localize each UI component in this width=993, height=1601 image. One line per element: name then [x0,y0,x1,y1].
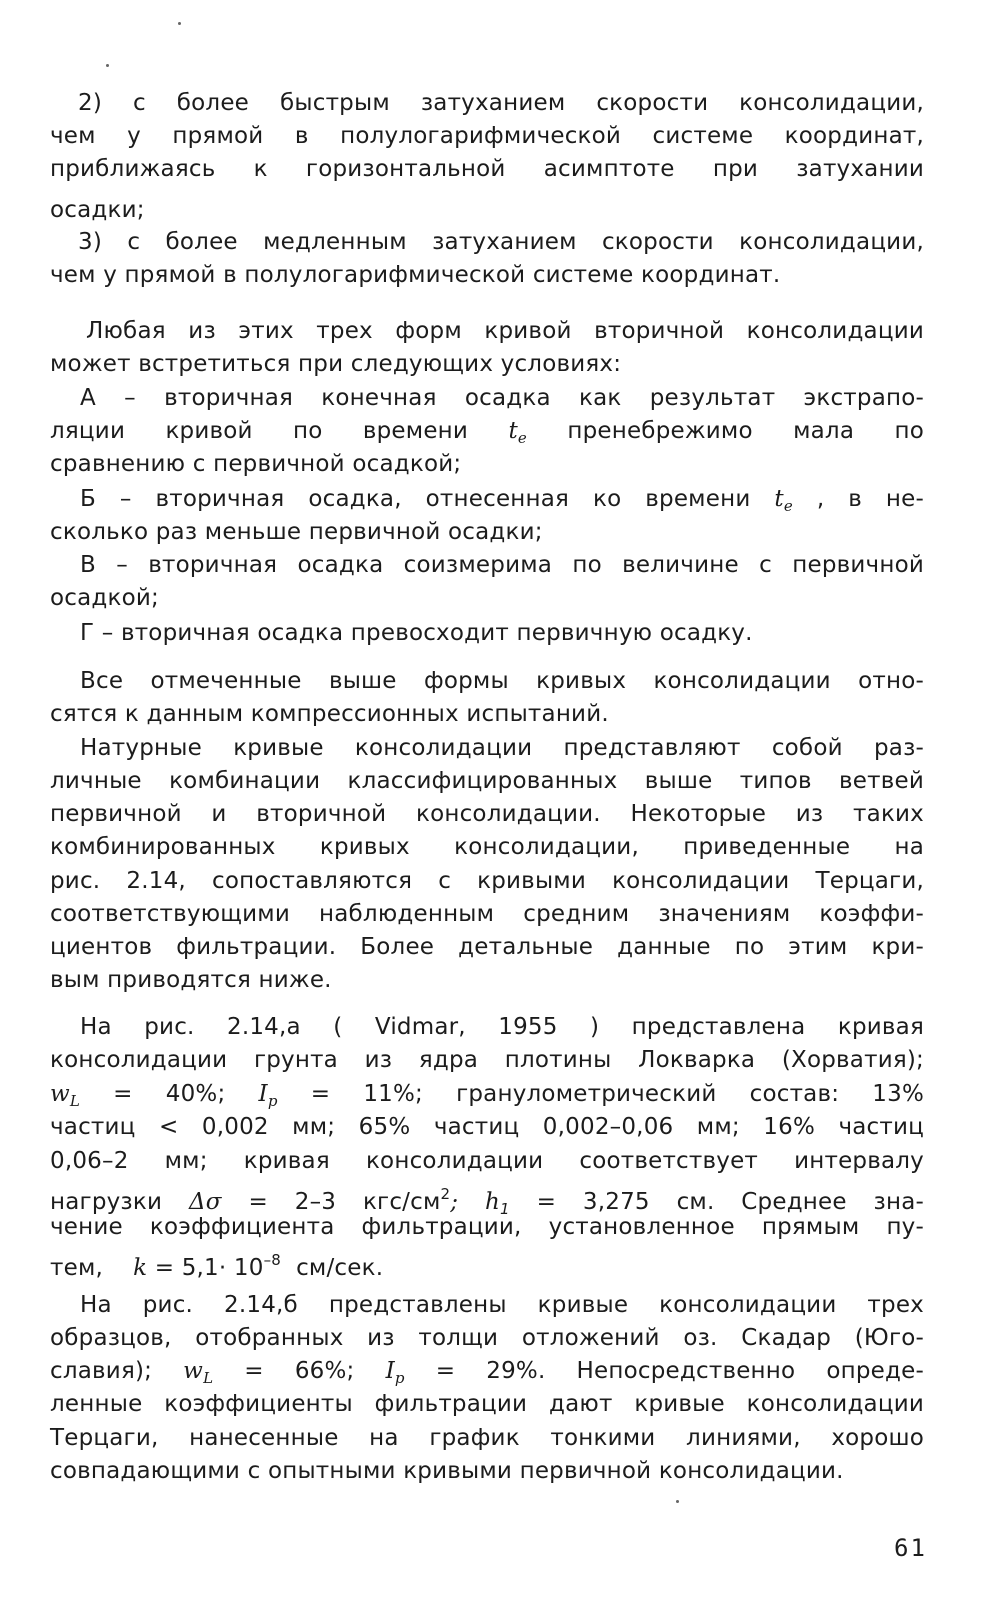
text-line: На рис. 2.14,а ( Vidmar, 1955 ) представлена кривая [80,1014,924,1040]
speck [106,64,109,67]
text-line: вым приводятся ниже. [50,967,332,993]
liquid-limit-symbol: $w_L$ [183,1358,214,1387]
text-line: осадки; [50,197,145,223]
time-symbol: $t_e$ [774,486,793,515]
text-line [50,1179,925,1218]
text-line: консолидации грунта из ядра плотины Локварка (Хорватия); [50,1047,924,1073]
text-fragment: = 66%; [244,1358,355,1384]
text-fragment: = 40%; [113,1081,226,1107]
text-line: Натурные кривые консолидации представляют собой раз- [80,735,924,761]
text-line: совпадающими с опытными кривыми первичной консолидации. [50,1458,844,1484]
text-line: первичной и вторичной консолидации. Некоторые из таких [50,801,924,827]
text-line: Любая из этих трех форм кривой вторичной консолидации [86,318,924,344]
liquid-limit-symbol: $w_L$ [50,1081,81,1110]
permeability-symbol: k [133,1255,148,1281]
plasticity-index-symbol: $I_p$ [385,1358,405,1387]
text-fragment: = 3,275 см. Среднее зна- [536,1189,925,1215]
text-line [50,416,924,446]
text-line: циентов фильтрации. Более детальные данные по этим кри- [50,934,924,960]
text-line [80,484,924,514]
speck [178,22,181,25]
text-line: сятся к данным компрессионных испытаний. [50,701,609,727]
text-fragment: = $5,1\cdot 10^{-8}$ [154,1251,282,1281]
text-line: приближаясь к горизонтальной асимптоте при затухании [50,156,924,182]
text-line: А – вторичная конечная осадка как результат экстрапо- [80,385,924,411]
text-line: осадкой; [50,585,159,611]
text-line: ленные коэффициенты фильтрации дают кривые консолидации [50,1391,924,1417]
load-interval: Δσ = 2–3 кгс/$см^2$; $h_1$ [188,1185,510,1218]
text-fragment: см/сек. [296,1255,384,1281]
text-line: сравнению с первичной осадкой; [50,451,462,477]
time-symbol: $t_e$ [508,418,527,447]
plasticity-index-symbol: $I_p$ [258,1081,278,1110]
text-line: 2) с более быстрым затуханием скорости консолидации, [78,90,924,116]
text-line: 3) с более медленным затуханием скорости консолидации, [78,229,924,255]
text-line [50,1356,924,1386]
text-fragment: нагрузки [50,1189,163,1215]
text-line: чение коэффициента фильтрации, установленное прямым пу- [50,1214,924,1240]
text-fragment: Б – вторичная осадка, отнесенная ко времени [80,486,751,512]
text-line: рис. 2.14, сопоставляются с кривыми консолидации Терцаги, [50,868,924,894]
text-line [50,1079,924,1109]
text-fragment: , в не- [816,486,924,512]
text-line: чем у прямой в полулогарифмической системе координат. [50,262,781,288]
text-line: частиц < 0,002 мм; 65% частиц 0,002–0,06 мм; 16% частиц [50,1114,924,1140]
speck [676,1500,679,1503]
text-line: может встретиться при следующих условиях: [50,351,622,377]
text-line: На рис. 2.14,б представлены кривые консолидации трех [80,1292,924,1318]
text-fragment: тем, [50,1255,104,1281]
text-line: сколько раз меньше первичной осадки; [50,519,543,545]
text-fragment: = 11%; гранулометрический состав: 13% [310,1081,925,1107]
text-line: чем у прямой в полулогарифмической системе координат, [50,123,924,149]
text-line: образцов, отобранных из толщи отложений оз. Скадар (Юго- [50,1325,924,1351]
text-fragment: пренебрежимо мала по [567,418,924,444]
text-line: соответствующими наблюденным средним значениям коэффи- [50,901,924,927]
text-fragment: славия); [50,1358,153,1384]
text-line: личные комбинации классифицированных выше типов ветвей [50,768,924,794]
text-line: Все отмеченные выше формы кривых консолидации отно- [80,668,924,694]
text-line: Терцаги, нанесенные на график тонкими линиями, хорошо [50,1425,924,1451]
text-fragment: = 29%. Непосредственно опреде- [435,1358,924,1384]
page-number: 61 [894,1534,927,1562]
text-line: В – вторичная осадка соизмерима по величине с первичной [80,552,924,578]
text-line: 0,06–2 мм; кривая консолидации соответствует интервалу [50,1148,924,1174]
text-line [50,1245,924,1281]
text-fragment: ляции кривой по времени [50,418,469,444]
text-line: комбинированных кривых консолидации, приведенные на [50,834,924,860]
text-line: Г – вторичная осадка превосходит первичную осадку. [80,620,753,646]
